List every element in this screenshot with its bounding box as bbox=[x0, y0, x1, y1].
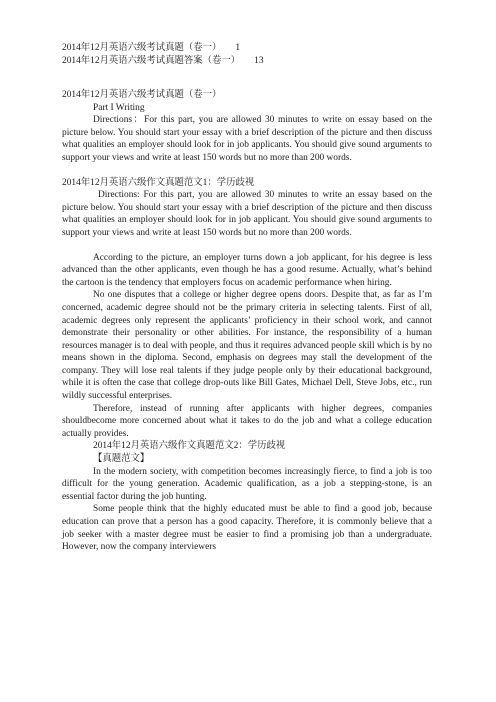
sample-essay-2 bbox=[62, 440, 432, 553]
sample-essay-1 bbox=[62, 177, 432, 441]
toc-entry-answers[interactable] bbox=[62, 55, 432, 68]
table-of-contents bbox=[62, 42, 432, 67]
sample-2-paragraph-1: In the modern society, with competition becomes increasingly fierce, to find a job is too difficult for the young generation. Academic qualification, as a job a stepping-stone, is an essential factor during the job hunting. bbox=[62, 466, 432, 502]
sample-2-paragraph-2: Some people think that the highly educated must be able to find a good job, because education can prove that a person has a good capacity. Therefore, it is commonly believe that a job seeker with a master degree must be easier to find a promising job than a undergraduate. However, now the company interviewers bbox=[62, 504, 432, 553]
exam-title: 2014年12月英语六级考试真题（卷一） bbox=[62, 90, 222, 100]
sample-2-label: 【真题范文】 bbox=[93, 454, 150, 465]
toc-entry-title: 2014年12月英语六级考试真题（卷一） bbox=[62, 43, 222, 53]
sample-1-title: 2014年12月英语六级作文真题范文1：学历歧视 bbox=[62, 177, 255, 188]
sample-1-paragraph-3: Therefore, instead of running after applicants with higher degrees, companies shouldbecome more concerned about what it takes to do the job and what a college education actually provides. bbox=[62, 403, 432, 439]
toc-entry-exam[interactable] bbox=[62, 42, 432, 55]
toc-entry-title: 2014年12月英语六级考试真题答案（卷一） bbox=[62, 55, 241, 66]
sample-1-paragraph-1: According to the picture, an employer turns down a job applicant, for his degree is less advanced than the other applicants, even though he has a good resume. Actually, what’s behind the cartoon is the tendency that employers focus on academic performance when hiring. bbox=[62, 252, 432, 288]
toc-page-number: 1 bbox=[235, 43, 241, 53]
sample-1-directions: Directions: For this part, you are allowed 30 minutes to write an essay based on the picture below. You should start your essay with a brief description of the picture and then discuss what qualities an employer should look for in job applicant. You should give sound arguments to support your views and write at least 150 words but no more than 200 words. bbox=[62, 190, 432, 238]
exam-directions: Directions：For this part, you are allowed 30 minutes to write on essay based on the picture below. You should start your essay with a brief description of the picture and then discuss what qualities an employer should look for in job applicants. You should give sound arguments to support your views and write at least 150 words but no more than 200 words. bbox=[62, 115, 432, 163]
part-heading: Part I Writing bbox=[93, 102, 145, 113]
sample-1-paragraph-2: No one disputes that a college or higher degree opens doors. Despite that, as far as I’m concerned, academic degree should not be the primary criteria in selecting talents. First of all, academic degrees only represent the applicants’ proficiency in their school work, and cannot demonstrate their personality or other abilities. For instance, the responsibility of a human resources manager is to deal with people, and thus it requires advanced people skill which is by no means shown in the diploma. Second, emphasis on degrees may stall the development of the company. They will lose real talents if they judge people only by their educational background, while it is often the case that college drop-outs like Bill Gates, Michael Dell, Steve Jobs, etc., run wildly successful enterprises. bbox=[62, 290, 432, 402]
exam-section bbox=[62, 89, 432, 165]
sample-2-title: 2014年12月英语六级作文真题范文2：学历歧视 bbox=[93, 441, 286, 452]
document-page bbox=[62, 0, 432, 554]
toc-page-number: 13 bbox=[254, 55, 264, 66]
